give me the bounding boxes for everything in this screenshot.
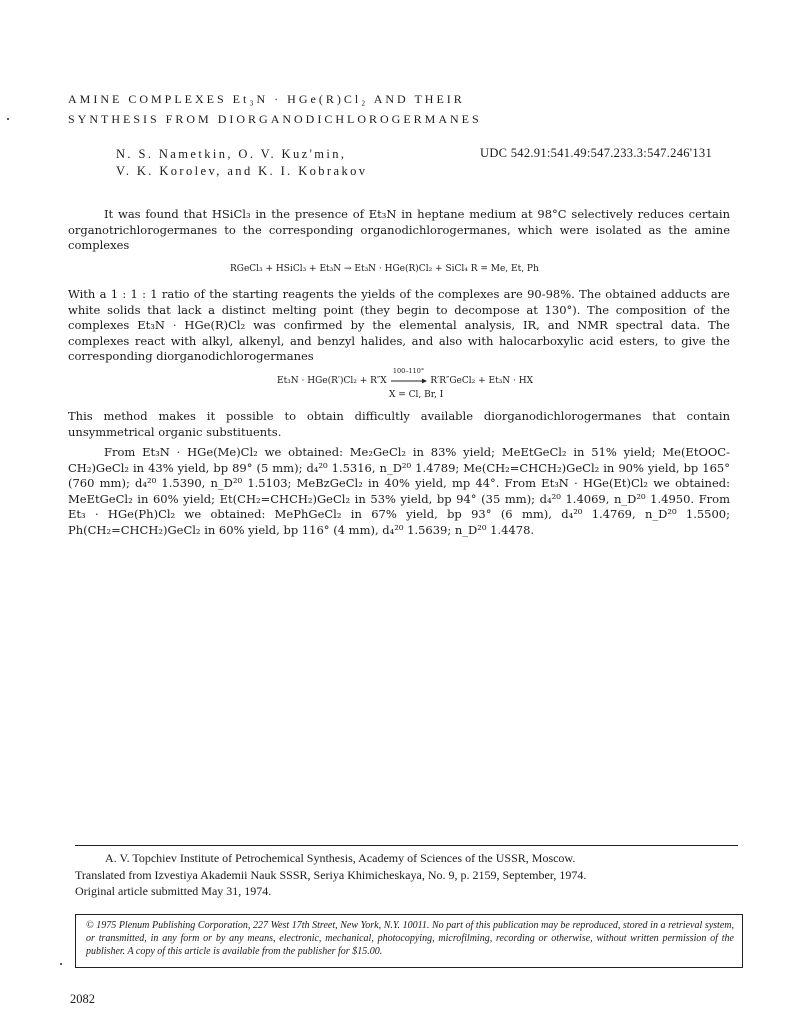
experimental-text: From Et₃N · HGe(Me)Cl₂ we obtained: Me₂GeCl₂ in 83% yield; MeEtGeCl₂ in 51% yield; Me(EtOOC-CH₂)GeCl₂ in 43% yield, bp 89° (5 mm); d₄²⁰ 1.5316, n_D²⁰ 1.4789; Me(CH₂=CHCH₂)GeCl₂ in 90% yield, bp 165° (760 mm); d₄²⁰ 1.5390, n_D²⁰ 1.5103; MeBzGeCl₂ in 40% yield, mp 44°. From Et₃N · HGe(Et)Cl₂ we obtained: MeEtGeCl₂ in 60% yield; Et(CH₂=CHCH₂)GeCl₂ in 53% yield, bp 94° (35 mm); d₄²⁰ 1.4069, n_D²⁰ 1.4950. From Et₃ · HGe(Ph)Cl₂ we obtained: MePhGeCl₂ in 67% yield, bp 93° (6 mm), d₄²⁰ 1.4769, n_D²⁰ 1.5500; Ph(CH₂=CHCH₂)GeCl₂ in 60% yield, bp 116° (4 mm), d₄²⁰ 1.5639; n_D²⁰ 1.4478. xyxy=(68,445,730,537)
affiliation-line-2: Translated from Izvestiya Akademii Nauk SSSR, Seriya Khimicheskaya, No. 9, p. 2159, September, 1974. xyxy=(75,867,587,882)
abstract-text: It was found that HSiCl₃ in the presence of Et₃N in heptane medium at 98°C selectively reduces certain organotrichlorogermanes to the corresponding organodichlorogermanes, which were isolated as the amine complexes xyxy=(68,207,730,252)
results-paragraph xyxy=(68,287,730,365)
equation-2-reactants: Et₃N · HGe(R′)Cl₂ + R″X xyxy=(277,376,387,386)
scan-speck xyxy=(60,963,62,965)
article-title-line-1: AMINE COMPLEXES Et₃N · HGe(R)Cl₂ AND THEIR xyxy=(68,92,465,106)
results-text: With a 1 : 1 : 1 ratio of the starting reagents the yields of the complexes are 90-98%. The obtained adducts are white solids that lack a distinct melting point (they begin to decompose at 130°). The composition of the complexes Et₃N · HGe(R)Cl₂ was confirmed by the elemental analysis, IR, and NMR spectral data. The complexes react with alkyl, alkenyl, and benzyl halides, and also with halocarboxylic acid esters, to give the corresponding diorganodichlorogermanes xyxy=(68,287,730,363)
reaction-condition: 100–110° xyxy=(392,367,425,375)
reaction-equation-1: RGeCl₃ + HSiCl₃ + Et₃N → Et₃N · HGe(R)Cl₂ + SiCl₄ R = Me, Et, Ph xyxy=(230,264,539,274)
method-text: This method makes it possible to obtain difficultly available diorganodichlorogermanes that contain unsymmetrical organic substituents. xyxy=(68,409,730,439)
experimental-paragraph xyxy=(68,445,730,538)
article-title-line-2: SYNTHESIS FROM DIORGANODICHLOROGERMANES xyxy=(68,112,482,126)
authors-line-1: N. S. Nametkin, O. V. Kuz'min, xyxy=(116,147,347,161)
halogen-definition: X = Cl, Br, I xyxy=(389,390,444,400)
affiliation-block xyxy=(75,850,743,900)
right-arrow-icon xyxy=(390,377,428,385)
footnote-rule xyxy=(75,845,738,846)
reaction-equation-2 xyxy=(277,367,534,386)
method-paragraph xyxy=(68,409,730,440)
author-list xyxy=(116,146,367,180)
affiliation-line-1: A. V. Topchiev Institute of Petrochemical Synthesis, Academy of Sciences of the USSR, Moscow. xyxy=(105,851,576,865)
udc-code: UDC 542.91:541.49:547.233.3:547.246'131 xyxy=(480,146,713,160)
reaction-arrow xyxy=(390,367,428,386)
abstract-paragraph xyxy=(68,207,730,254)
affiliation-line-3: Original article submitted May 31, 1974. xyxy=(75,884,272,898)
equation-2-products: R′R″GeCl₂ + Et₃N · HX xyxy=(430,376,534,386)
copyright-text: © 1975 Plenum Publishing Corporation, 227 West 17th Street, New York, N.Y. 10011. No part of this publication may be reproduced, stored in a retrieval system, or transmitted, in any form or by any means, electronic, mechanical, photocopying, microfilming, recording or otherwise, without written permission of the publisher. A copy of this article is available from the publisher for $15.00. xyxy=(86,920,734,957)
scan-speck xyxy=(7,118,9,120)
authors-line-2: V. K. Korolev, and K. I. Kobrakov xyxy=(116,164,368,178)
page-number: 2082 xyxy=(70,992,95,1006)
copyright-notice-box xyxy=(75,914,743,968)
